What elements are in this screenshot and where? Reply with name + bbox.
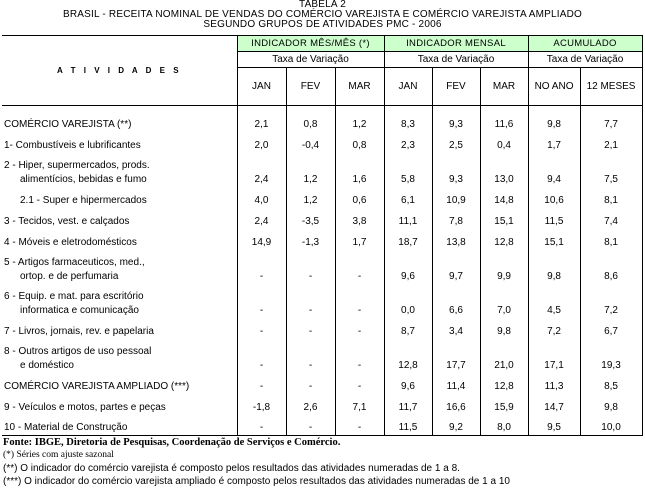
value-cell: 7,4 [580,208,642,229]
value-cell: 2,1 [237,106,286,132]
value-cell: 9,2 [432,415,480,436]
value-cell: - [286,415,335,436]
table-row [2,394,642,415]
activity-label-line: ortop. e de perfumaria [20,270,119,282]
activity-label-line: alimentícios, bebidas e fumo [20,173,147,185]
activity-label [2,318,237,339]
value-cell: 2,3 [384,132,432,153]
value-cell: - [286,318,335,339]
value-cell: 9,8 [580,394,642,415]
value-cell: 7,2 [528,318,580,339]
value-cell: 1,7 [335,229,384,250]
value-cell: 15,1 [528,229,580,250]
table-row [2,339,642,373]
value-cell: - [286,284,335,318]
value-cell: 2,5 [432,132,480,153]
value-cell: 11,4 [432,373,480,394]
value-cell: 11,5 [384,415,432,436]
value-cell: 5,8 [384,153,432,187]
table-number: TABELA 2 [299,0,346,10]
value-cell: 11,5 [528,208,580,229]
value-cell: 9,6 [384,373,432,394]
value-cell: 10,6 [528,187,580,208]
activity-label-line: 6 - Equip. e mat. para escritório [4,290,144,302]
value-cell: 9,3 [432,153,480,187]
activity-label-line: 2.1 - Super e hipermercados [20,194,147,206]
value-cell: 9,7 [432,250,480,284]
value-cell: - [286,373,335,394]
value-cell: 9,5 [528,415,580,436]
value-cell: 7,2 [580,284,642,318]
activity-label-line: 8 - Outros artigos de uso pessoal [4,345,152,357]
activity-label-line: 10 - Material de Construção [4,422,128,433]
value-cell: 9,3 [432,106,480,132]
value-cell: 8,0 [480,415,528,436]
value-cell: 9,4 [528,153,580,187]
activity-label-line: 7 - Livros, jornais, rev. e papelaria [4,325,154,337]
value-cell: 0,0 [384,284,432,318]
value-cell: -3,5 [286,208,335,229]
value-cell: 21,0 [480,339,528,373]
table-row [2,106,642,132]
value-cell: 6,7 [580,318,642,339]
value-cell: 19,3 [580,339,642,373]
footnote-2: (**) O indicador do comércio varejista é composto pelos resultados das atividades numeradas de 1 a 8. [3,463,460,474]
month-header: MAR [480,68,528,106]
value-cell: - [237,250,286,284]
value-cell: - [237,318,286,339]
activity-label [2,229,237,250]
value-cell: 2,6 [286,394,335,415]
value-cell: 11,3 [528,373,580,394]
value-cell: - [237,284,286,318]
group-header-acumulado: ACUMULADO [528,36,642,52]
activity-label [2,208,237,229]
value-cell: 3,8 [335,208,384,229]
value-cell: 15,1 [480,208,528,229]
table-row [2,208,642,229]
footnotes [3,436,510,488]
value-cell: 1,6 [335,153,384,187]
value-cell: - [335,318,384,339]
value-cell: 18,7 [384,229,432,250]
value-cell: 14,7 [528,394,580,415]
activities-header: A T I V I D A D E S [2,36,237,106]
value-cell: 7,0 [480,284,528,318]
value-cell: - [286,339,335,373]
table-subtitle: SEGUNDO GRUPOS DE ATIVIDADES PMC - 2006 [203,19,442,30]
table-row [2,318,642,339]
rate-label: Taxa de Variação [384,52,528,68]
value-cell: 8,1 [580,229,642,250]
value-cell: 6,1 [384,187,432,208]
value-cell: 11,1 [384,208,432,229]
table-row [2,229,642,250]
value-cell: -1,3 [286,229,335,250]
value-cell: 12,8 [480,373,528,394]
table-row [2,187,642,208]
activity-label-line: 4 - Móveis e eletrodomésticos [4,236,137,248]
value-cell: 13,0 [480,153,528,187]
value-cell: 17,1 [528,339,580,373]
value-cell: - [237,415,286,436]
rate-label: Taxa de Variação [237,52,384,68]
activity-label [2,373,237,394]
month-header: NO ANO [528,68,580,106]
activity-label [2,153,237,187]
month-header: JAN [384,68,432,106]
activity-label-line: 2 - Hiper, supermercados, prods. [4,159,150,171]
activity-label-line: 3 - Tecidos, vest. e calçados [4,215,130,227]
value-cell: 4,5 [528,284,580,318]
value-cell: 7,5 [580,153,642,187]
value-cell: 2,0 [237,132,286,153]
value-cell: 7,7 [580,106,642,132]
table-row [2,373,642,394]
activity-label [2,187,237,208]
table-row [2,250,642,284]
value-cell: - [335,373,384,394]
value-cell: 2,1 [580,132,642,153]
value-cell: - [237,339,286,373]
value-cell: 3,4 [432,318,480,339]
value-cell: 8,1 [580,187,642,208]
source-note: Fonte: IBGE, Diretoria de Pesquisas, Coordenação de Serviços e Comércio. [3,437,341,448]
value-cell: 17,7 [432,339,480,373]
value-cell: 12,8 [480,229,528,250]
value-cell: 1,2 [335,106,384,132]
value-cell: 11,7 [384,394,432,415]
value-cell: 1,7 [528,132,580,153]
value-cell: -1,8 [237,394,286,415]
value-cell: 6,6 [432,284,480,318]
activity-label-line: 1- Combustíveis e lubrificantes [4,139,141,151]
table-row [2,415,642,436]
value-cell: 2,4 [237,153,286,187]
value-cell: 8,7 [384,318,432,339]
value-cell: 11,6 [480,106,528,132]
activity-label-line: 5 - Artigos farmaceuticos, med., [4,256,145,268]
group-header-mensal: INDICADOR MENSAL [384,36,528,52]
table-row [2,132,642,153]
value-cell: 8,5 [580,373,642,394]
value-cell: 0,6 [335,187,384,208]
value-cell: 10,0 [580,415,642,436]
value-cell: 1,2 [286,153,335,187]
value-cell: - [335,415,384,436]
value-cell: 8,6 [580,250,642,284]
footnote-1: (*) Séries com ajuste sazonal [3,450,114,460]
footnote-3: (***) O indicador do comércio varejista ampliado é composto pelos resultados das atividades numeradas de 1 a 10 [3,476,510,487]
table-title-block [0,0,645,30]
activity-label [2,415,237,436]
value-cell: - [335,284,384,318]
value-cell: 14,9 [237,229,286,250]
value-cell: 7,8 [432,208,480,229]
value-cell: 0,4 [480,132,528,153]
value-cell: 9,8 [480,318,528,339]
value-cell: 9,8 [528,106,580,132]
table-row [2,153,642,187]
data-table [2,35,643,436]
value-cell: 9,8 [528,250,580,284]
activity-label [2,132,237,153]
month-header: FEV [432,68,480,106]
activity-label [2,339,237,373]
activity-label-line: 9 - Veículos e motos, partes e peças [4,401,166,413]
activity-label [2,250,237,284]
value-cell: 4,0 [237,187,286,208]
rate-label: Taxa de Variação [528,52,642,68]
value-cell: - [286,250,335,284]
value-cell: 13,8 [432,229,480,250]
value-cell: 9,9 [480,250,528,284]
month-header: JAN [237,68,286,106]
value-cell: -0,4 [286,132,335,153]
value-cell: 16,6 [432,394,480,415]
group-header-mes-mes: INDICADOR MÊS/MÊS (*) [237,36,384,52]
value-cell: 7,1 [335,394,384,415]
activity-label-line: COMÉRCIO VAREJISTA AMPLIADO (***) [4,380,190,392]
value-cell: 14,8 [480,187,528,208]
value-cell: 9,6 [384,250,432,284]
activity-label-line: COMÉRCIO VAREJISTA (**) [4,118,132,130]
value-cell: 0,8 [286,106,335,132]
activity-label-line: informatica e comunicação [20,304,139,316]
activity-label-line: e doméstico [20,359,74,371]
value-cell: 8,3 [384,106,432,132]
value-cell: - [335,250,384,284]
month-header: 12 MESES [580,68,642,106]
value-cell: 0,8 [335,132,384,153]
table-row [2,284,642,318]
activity-label [2,284,237,318]
value-cell: 12,8 [384,339,432,373]
table-title: BRASIL - RECEITA NOMINAL DE VENDAS DO COMÉRCIO VAREJISTA E COMÉRCIO VAREJISTA AMPLIADO [63,9,582,20]
month-header: MAR [335,68,384,106]
activity-label [2,394,237,415]
value-cell: 2,4 [237,208,286,229]
value-cell: - [237,373,286,394]
value-cell: 1,2 [286,187,335,208]
activity-label [2,106,237,132]
month-header: FEV [286,68,335,106]
value-cell: 15,9 [480,394,528,415]
value-cell: 10,9 [432,187,480,208]
value-cell: - [335,339,384,373]
